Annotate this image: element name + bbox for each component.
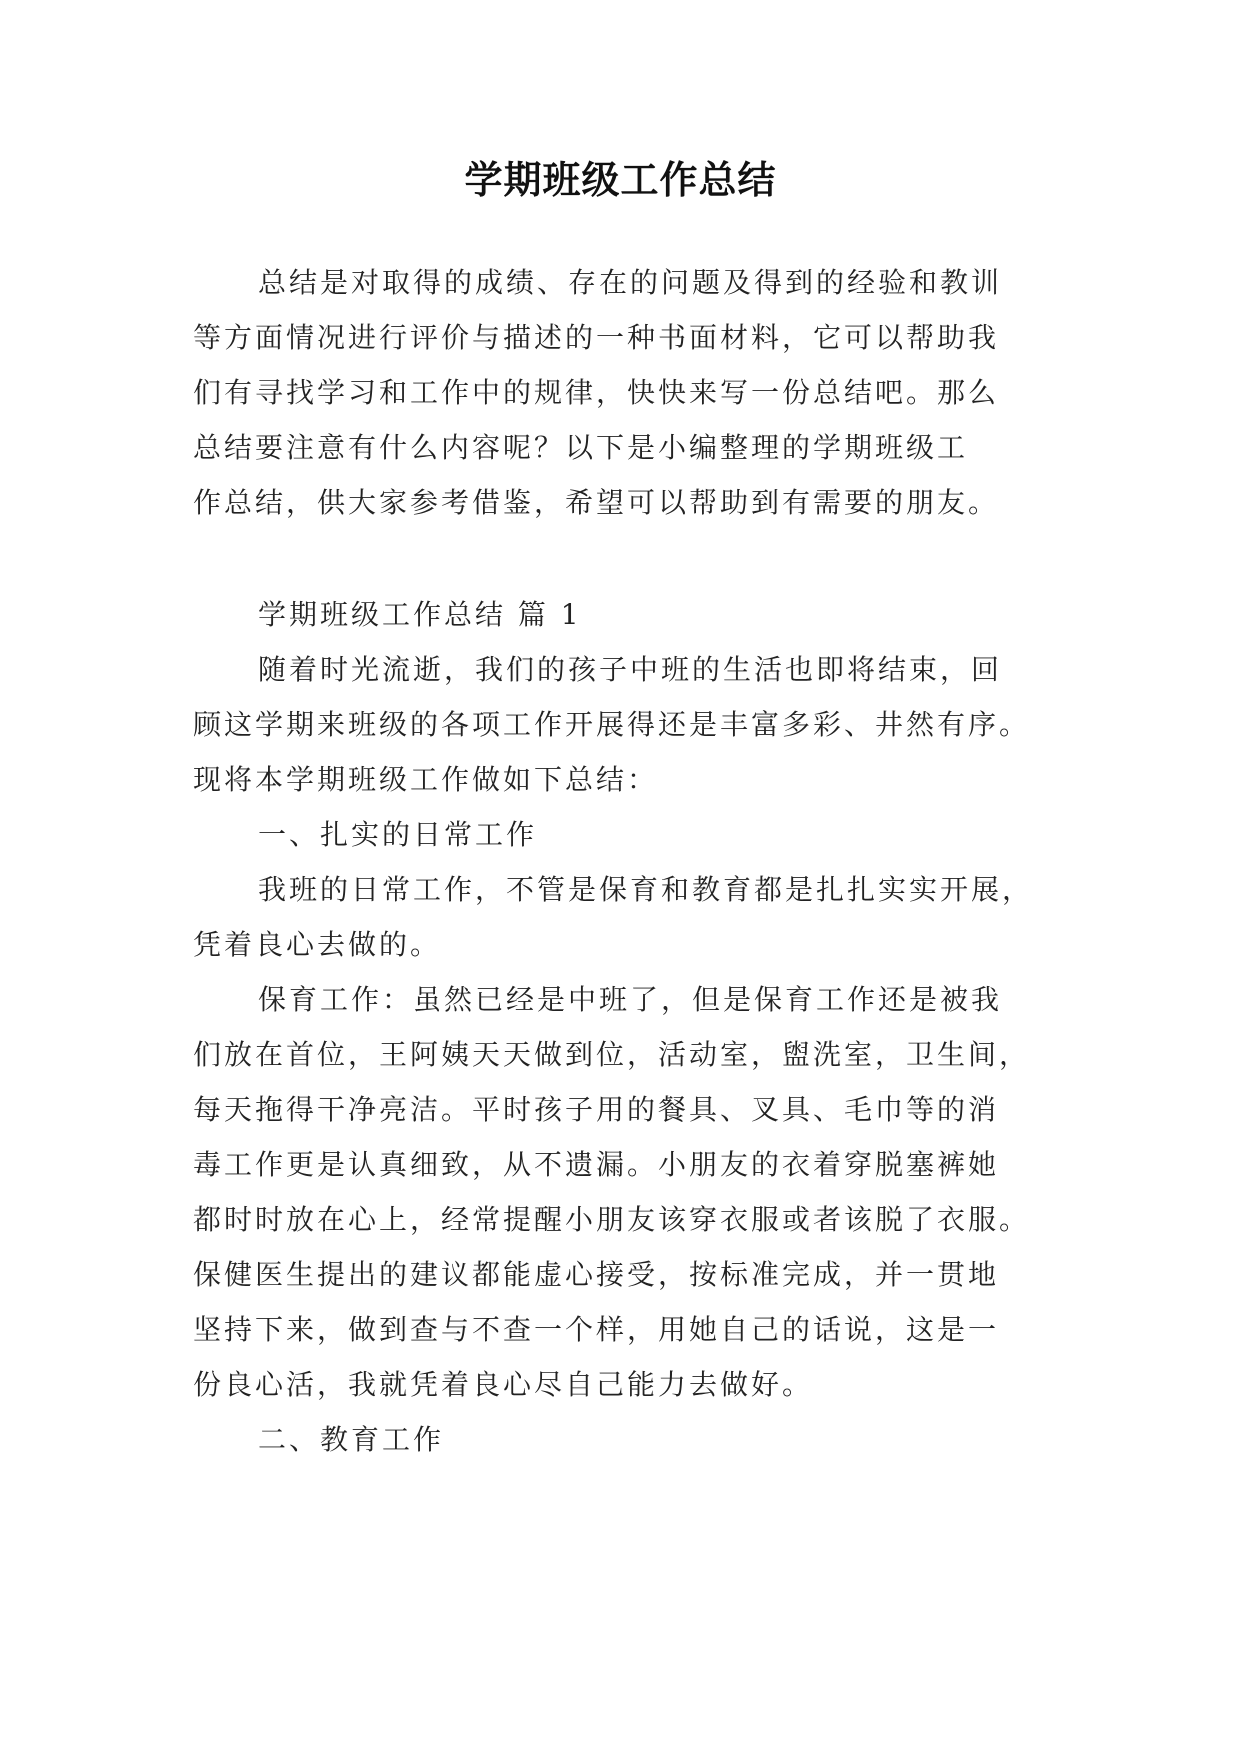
paragraph-1-line-1: 随着时光流逝，我们的孩子中班的生活也即将结束，回 <box>258 653 1003 686</box>
intro-line-2: 等方面情况进行评价与描述的一种书面材料，它可以帮助我 <box>193 321 1000 354</box>
heading-1: 一、扎实的日常工作 <box>258 818 538 851</box>
paragraph-3-line-2: 们放在首位，王阿姨天天做到位，活动室，盥洗室，卫生间， <box>193 1038 1031 1071</box>
paragraph-3-line-4: 毒工作更是认真细致，从不遗漏。小朋友的衣着穿脱塞裤她 <box>193 1148 1000 1181</box>
paragraph-2-line-1: 我班的日常工作，不管是保育和教育都是扎扎实实开展， <box>258 873 1034 906</box>
paragraph-3-line-1: 保育工作：虽然已经是中班了，但是保育工作还是被我 <box>258 983 1003 1016</box>
paragraph-1-line-2: 顾这学期来班级的各项工作开展得还是丰富多彩、井然有序。 <box>193 708 1031 741</box>
paragraph-3-line-6: 保健医生提出的建议都能虚心接受，按标准完成，并一贯地 <box>193 1258 1000 1291</box>
paragraph-3-line-8: 份良心活，我就凭着良心尽自己能力去做好。 <box>193 1368 814 1401</box>
intro-line-4: 总结要注意有什么内容呢？以下是小编整理的学期班级工 <box>193 431 969 464</box>
intro-line-3: 们有寻找学习和工作中的规律，快快来写一份总结吧。那么 <box>193 376 1000 409</box>
paragraph-3-line-5: 都时时放在心上，经常提醒小朋友该穿衣服或者该脱了衣服。 <box>193 1203 1031 1236</box>
paragraph-2-line-2: 凭着良心去做的。 <box>193 928 442 961</box>
paragraph-3-line-7: 坚持下来，做到查与不查一个样，用她自己的话说，这是一 <box>193 1313 1000 1346</box>
intro-line-5: 作总结，供大家参考借鉴，希望可以帮助到有需要的朋友。 <box>193 486 1000 519</box>
paragraph-3-line-3: 每天拖得干净亮洁。平时孩子用的餐具、叉具、毛巾等的消 <box>193 1093 1000 1126</box>
document-title: 学期班级工作总结 <box>464 158 777 202</box>
section-heading: 学期班级工作总结 篇 1 <box>258 598 582 631</box>
heading-2: 二、教育工作 <box>258 1423 445 1456</box>
paragraph-1-line-3: 现将本学期班级工作做如下总结： <box>193 763 659 796</box>
intro-line-1: 总结是对取得的成绩、存在的问题及得到的经验和教训 <box>258 266 1003 299</box>
